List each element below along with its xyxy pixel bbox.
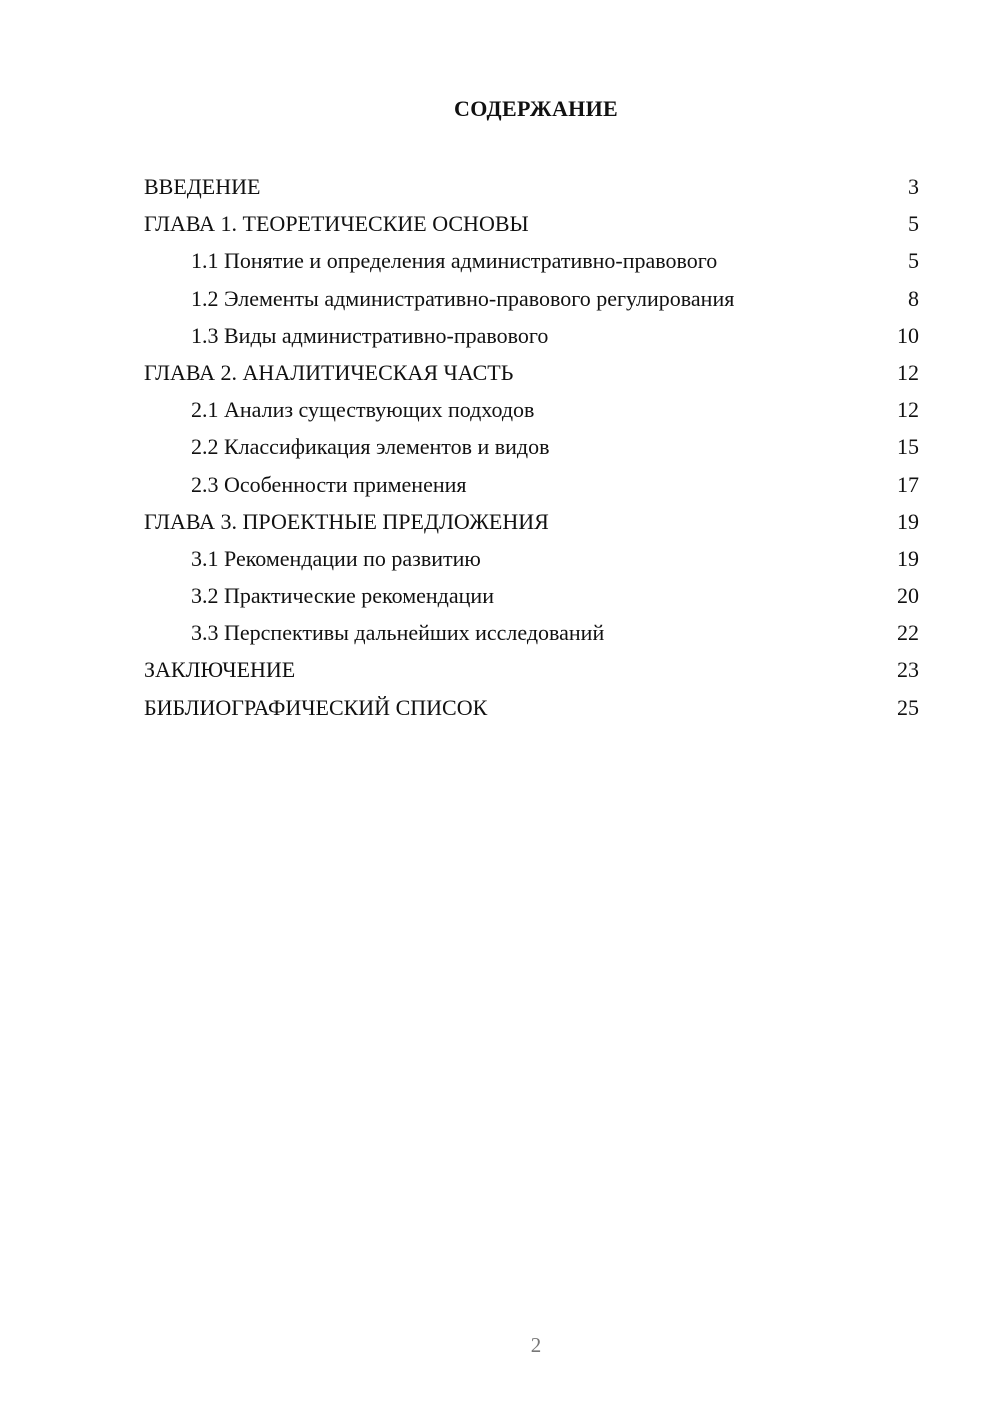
toc-entry-page: 19: [897, 545, 919, 571]
toc-entry-chapter-3[interactable]: [144, 503, 919, 540]
toc-entry-introduction[interactable]: [144, 168, 919, 205]
toc-entry-page: 5: [908, 248, 919, 274]
toc-entry-page: 23: [897, 657, 919, 683]
toc-entry-section-2-2[interactable]: [144, 428, 919, 465]
toc-entry-label: ВВЕДЕНИЕ: [144, 174, 261, 199]
toc-entry-page: 10: [897, 322, 919, 348]
toc-entry-page: 20: [897, 583, 919, 609]
toc-entry-label: 3.2 Практические рекомендации: [191, 583, 494, 609]
toc-entry-chapter-2[interactable]: [144, 354, 919, 391]
toc-entry-page: 15: [897, 434, 919, 460]
toc-entry-chapter-1[interactable]: [144, 205, 919, 242]
toc-entry-label: БИБЛИОГРАФИЧЕСКИЙ СПИСОК: [144, 694, 488, 720]
toc-entry-page: 3: [908, 174, 919, 199]
toc-entry-label: 2.3 Особенности применения: [191, 471, 467, 497]
toc-entry-page: 22: [897, 620, 919, 646]
toc-entry-label: ЗАКЛЮЧЕНИЕ: [144, 657, 296, 683]
toc-entry-section-2-3[interactable]: [144, 466, 919, 503]
toc-entry-section-3-1[interactable]: [144, 540, 919, 577]
toc-entry-label: 3.3 Перспективы дальнейших исследований: [191, 620, 605, 646]
page-number: 2: [530, 1333, 542, 1357]
toc-entry-section-1-3[interactable]: [144, 317, 919, 354]
toc-entry-section-3-3[interactable]: [144, 614, 919, 651]
toc-entry-page: 12: [897, 359, 919, 385]
toc-entry-page: 19: [897, 508, 919, 534]
toc-entry-label: ГЛАВА 2. АНАЛИТИЧЕСКАЯ ЧАСТЬ: [144, 359, 514, 385]
toc-entry-label: 2.2 Классификация элементов и видов: [191, 434, 550, 460]
toc-entry-page: 8: [908, 285, 919, 311]
toc-list: [144, 168, 919, 726]
toc-entry-label: ГЛАВА 3. ПРОЕКТНЫЕ ПРЕДЛОЖЕНИЯ: [144, 508, 549, 534]
toc-entry-page: 5: [908, 211, 919, 237]
toc-entry-section-1-2[interactable]: [144, 280, 919, 317]
toc-entry-label: 3.1 Рекомендации по развитию: [191, 545, 481, 571]
toc-entry-page: 12: [897, 397, 919, 423]
toc-entry-label: 2.1 Анализ существующих подходов: [191, 397, 535, 423]
toc-title: СОДЕРЖАНИЕ: [454, 96, 618, 121]
toc-entry-label: 1.1 Понятие и определения административно-правового: [191, 248, 718, 274]
toc-entry-conclusion[interactable]: [144, 651, 919, 688]
toc-entry-bibliography[interactable]: [144, 689, 919, 726]
toc-entry-section-2-1[interactable]: [144, 391, 919, 428]
toc-entry-label: ГЛАВА 1. ТЕОРЕТИЧЕСКИЕ ОСНОВЫ: [144, 211, 529, 237]
toc-entry-page: 25: [897, 694, 919, 720]
toc-entry-label: 1.3 Виды административно-правового: [191, 322, 549, 348]
toc-entry-section-1-1[interactable]: [144, 242, 919, 279]
toc-entry-section-3-2[interactable]: [144, 577, 919, 614]
toc-entry-page: 17: [897, 471, 919, 497]
toc-entry-label: 1.2 Элементы административно-правового регулирования: [191, 285, 735, 311]
